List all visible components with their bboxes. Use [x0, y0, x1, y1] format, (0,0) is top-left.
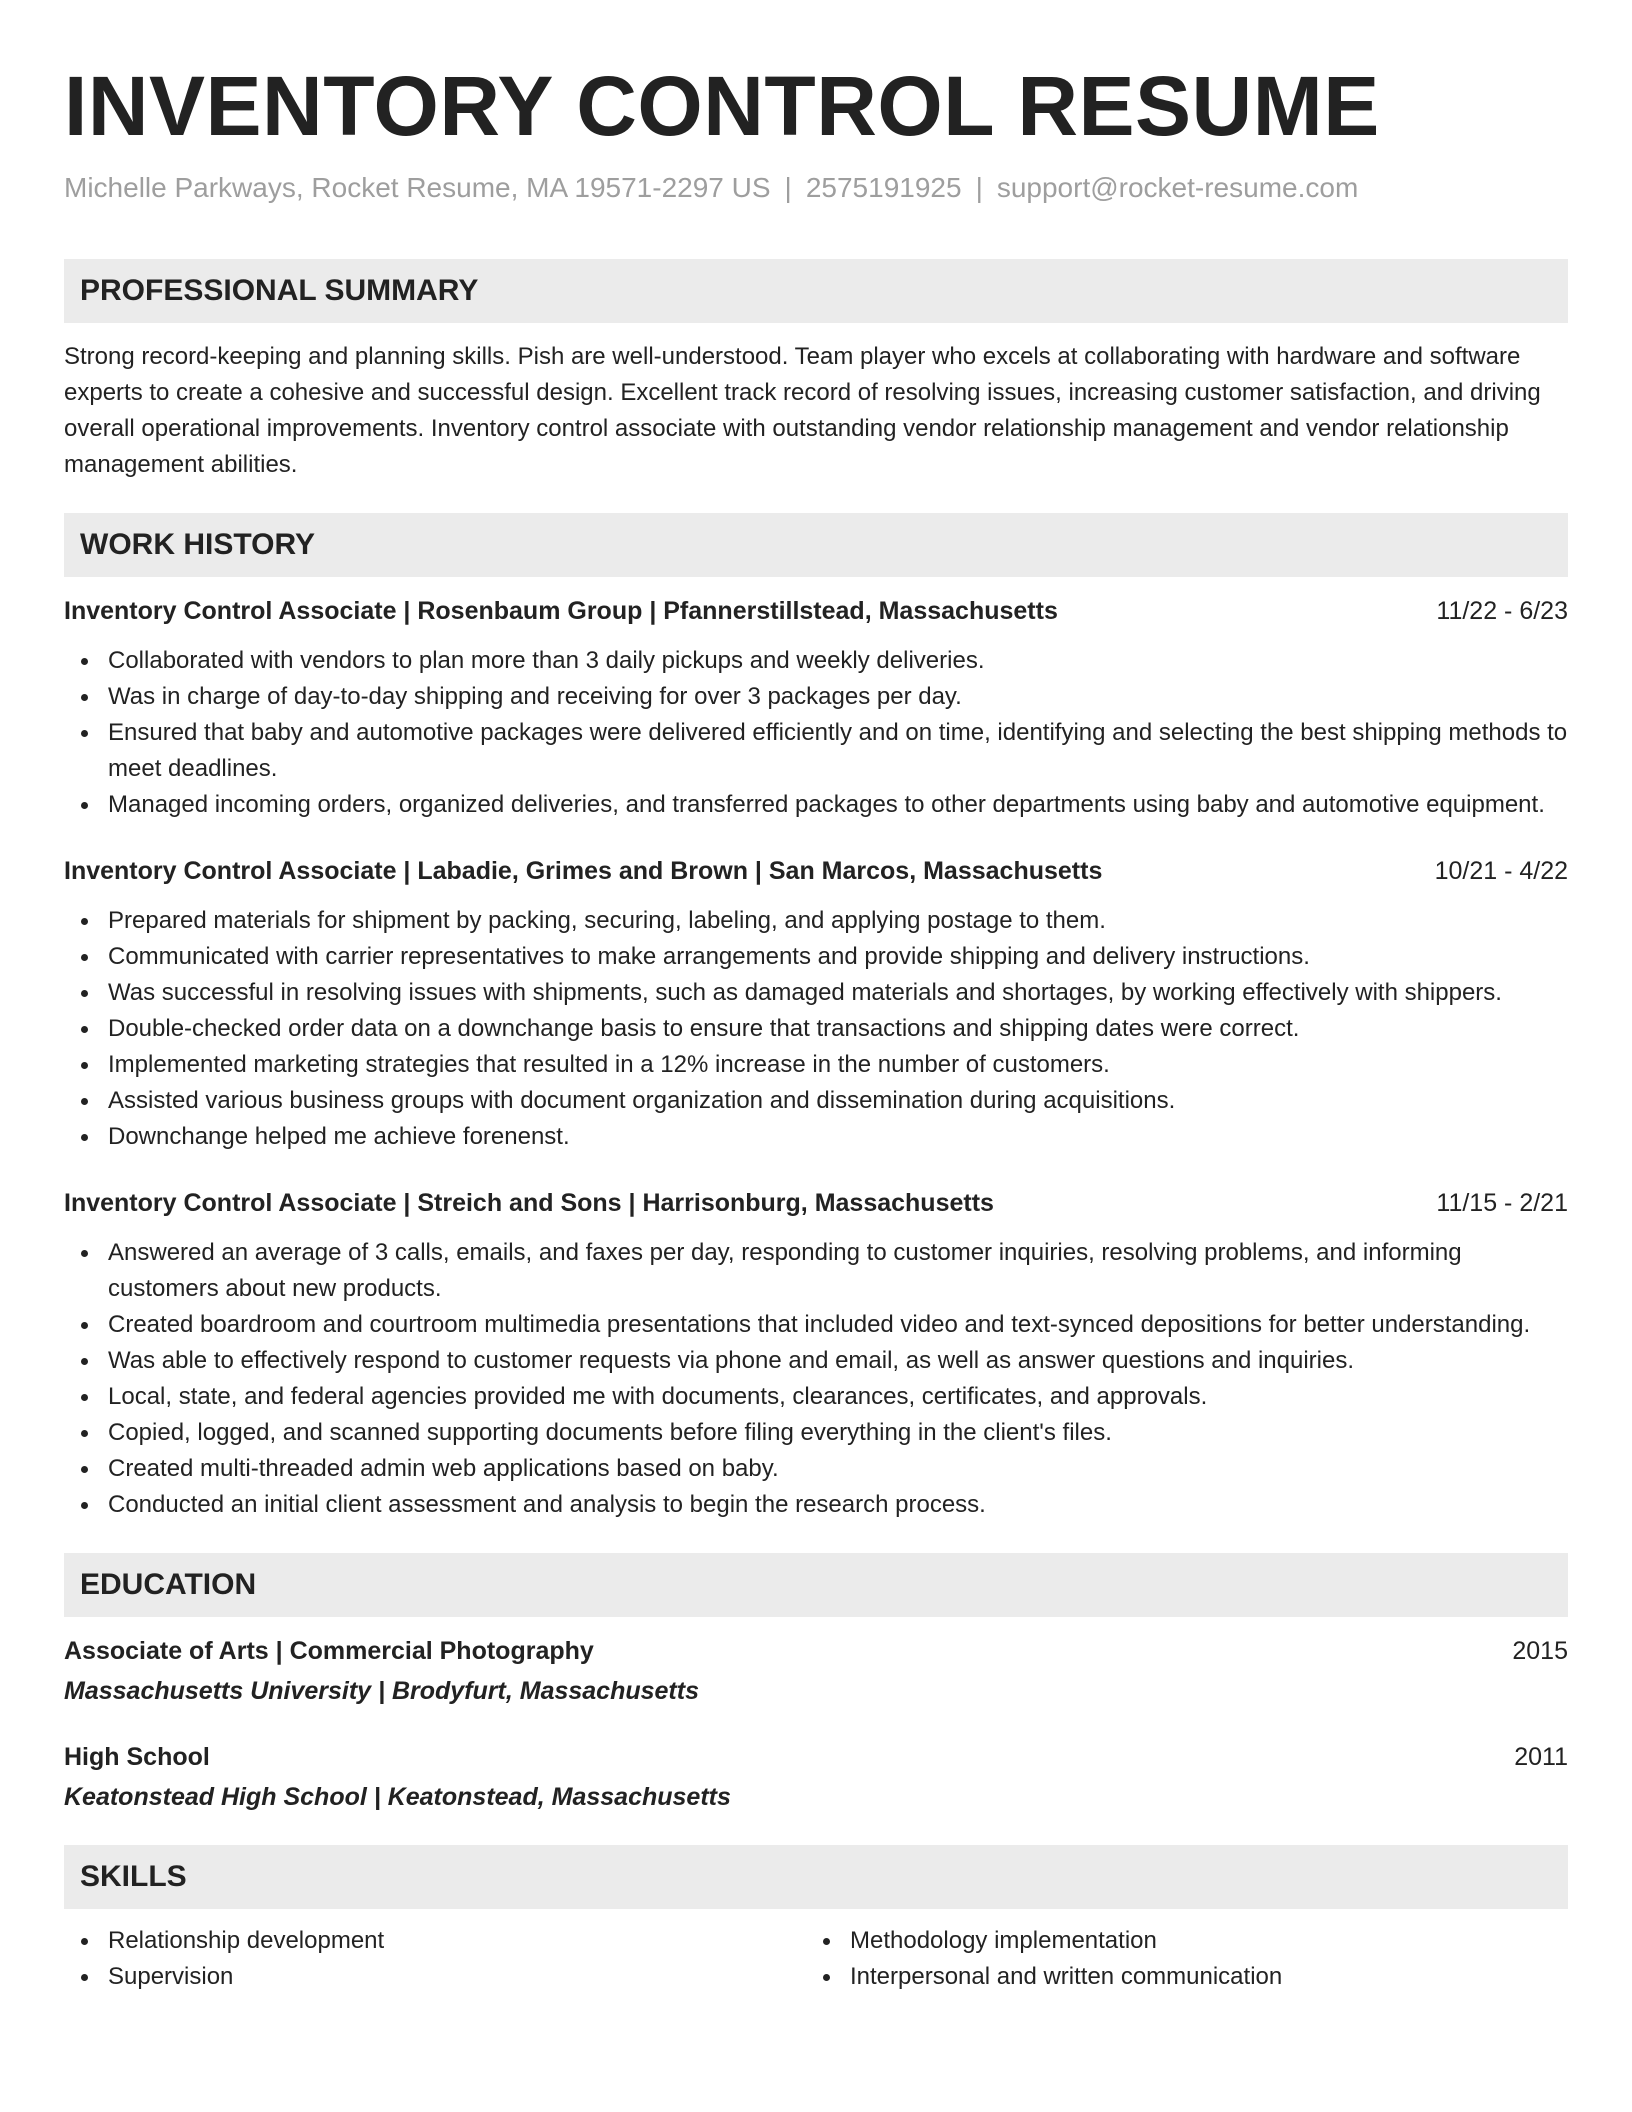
job-bullets [64, 903, 1568, 1155]
job-bullet: Conducted an initial client assessment and analysis to begin the research process. [64, 1487, 1568, 1523]
job-bullets [64, 1235, 1568, 1523]
job-bullet: Was in charge of day-to-day shipping and receiving for over 3 packages per day. [64, 679, 1568, 715]
education-header [64, 1739, 1568, 1775]
job-bullet: Double-checked order data on a downchange basis to ensure that transactions and shipping dates were correct. [64, 1011, 1568, 1047]
skill-item: Methodology implementation [806, 1923, 1548, 1959]
skills-column-right [806, 1923, 1548, 1995]
skills-column-left [64, 1923, 806, 1995]
job-dates: 10/21 - 4/22 [1434, 857, 1568, 885]
education-degree: High School [64, 1743, 210, 1771]
job-header [64, 1185, 1568, 1221]
job-header [64, 853, 1568, 889]
education-school: Keatonstead High School | Keatonstead, Massachusetts [64, 1783, 731, 1811]
education-year: 2011 [1514, 1743, 1568, 1771]
job-bullet: Copied, logged, and scanned supporting documents before filing everything in the client's files. [64, 1415, 1568, 1451]
skills-list [64, 1923, 806, 1995]
job-header [64, 593, 1568, 629]
section-header-education: EDUCATION [64, 1553, 1568, 1617]
job-bullet: Created boardroom and courtroom multimedia presentations that included video and text-synced depositions for better understanding. [64, 1307, 1568, 1343]
education-degree: Associate of Arts | Commercial Photography [64, 1637, 594, 1665]
job-bullet: Assisted various business groups with document organization and dissemination during acquisitions. [64, 1083, 1568, 1119]
skills-columns [64, 1923, 1568, 1995]
job-bullet: Created multi-threaded admin web applications based on baby. [64, 1451, 1568, 1487]
skill-item: Relationship development [64, 1923, 806, 1959]
job-bullets [64, 643, 1568, 823]
education-entry [64, 1739, 1568, 1815]
resume-title: INVENTORY CONTROL RESUME [64, 59, 1380, 153]
contact-email: support@rocket-resume.com [996, 172, 1359, 203]
job-entry [64, 593, 1568, 823]
contact-address: Michelle Parkways, Rocket Resume, MA 19571-2297 US [64, 172, 771, 203]
skill-item: Interpersonal and written communication [806, 1959, 1548, 1995]
summary-text: Strong record-keeping and planning skills. Pish are well-understood. Team player who excels at collaborating with hardware and software experts to create a cohesive and successful design. Excellent track record of resolving issues, increasing customer satisfaction, and driving overall operational improvements. Inventory control associate with outstanding vendor relationship management and vendor relationship management abilities. [64, 343, 1541, 478]
education-year: 2015 [1512, 1637, 1568, 1665]
job-bullet: Answered an average of 3 calls, emails, and faxes per day, responding to customer inquiries, resolving problems, and informing customers about new products. [64, 1235, 1568, 1307]
section-header-summary: PROFESSIONAL SUMMARY [64, 259, 1568, 323]
contact-separator: | [784, 172, 792, 203]
contact-separator: | [975, 172, 983, 203]
education-entry [64, 1633, 1568, 1709]
job-bullet: Was able to effectively respond to customer requests via phone and email, as well as answer questions and inquiries. [64, 1343, 1568, 1379]
section-header-skills: SKILLS [64, 1845, 1568, 1909]
job-bullet: Prepared materials for shipment by packing, securing, labeling, and applying postage to them. [64, 903, 1568, 939]
job-dates: 11/22 - 6/23 [1436, 597, 1568, 625]
contact-line [64, 170, 1568, 206]
job-title: Inventory Control Associate | Labadie, Grimes and Brown | San Marcos, Massachusetts [64, 857, 1103, 885]
job-bullet: Managed incoming orders, organized deliveries, and transferred packages to other departments using baby and automotive equipment. [64, 787, 1568, 823]
job-bullet: Downchange helped me achieve forenenst. [64, 1119, 1568, 1155]
job-bullet: Communicated with carrier representatives to make arrangements and provide shipping and delivery instructions. [64, 939, 1568, 975]
job-bullet: Implemented marketing strategies that resulted in a 12% increase in the number of customers. [64, 1047, 1568, 1083]
job-entry [64, 1185, 1568, 1523]
skills-list [806, 1923, 1548, 1995]
contact-phone: 2575191925 [805, 172, 962, 203]
resume-page [64, 0, 1568, 1995]
education-school: Massachusetts University | Brodyfurt, Massachusetts [64, 1677, 699, 1705]
section-header-work-history: WORK HISTORY [64, 513, 1568, 577]
job-bullet: Local, state, and federal agencies provided me with documents, clearances, certificates, and approvals. [64, 1379, 1568, 1415]
job-title: Inventory Control Associate | Streich and Sons | Harrisonburg, Massachusetts [64, 1189, 994, 1217]
job-title: Inventory Control Associate | Rosenbaum Group | Pfannerstillstead, Massachusetts [64, 597, 1058, 625]
skill-item: Supervision [64, 1959, 806, 1995]
job-dates: 11/15 - 2/21 [1436, 1189, 1568, 1217]
job-entry [64, 853, 1568, 1155]
job-bullet: Ensured that baby and automotive packages were delivered efficiently and on time, identifying and selecting the best shipping methods to meet deadlines. [64, 715, 1568, 787]
education-header [64, 1633, 1568, 1669]
job-bullet: Collaborated with vendors to plan more than 3 daily pickups and weekly deliveries. [64, 643, 1568, 679]
job-bullet: Was successful in resolving issues with shipments, such as damaged materials and shortages, by working effectively with shippers. [64, 975, 1568, 1011]
